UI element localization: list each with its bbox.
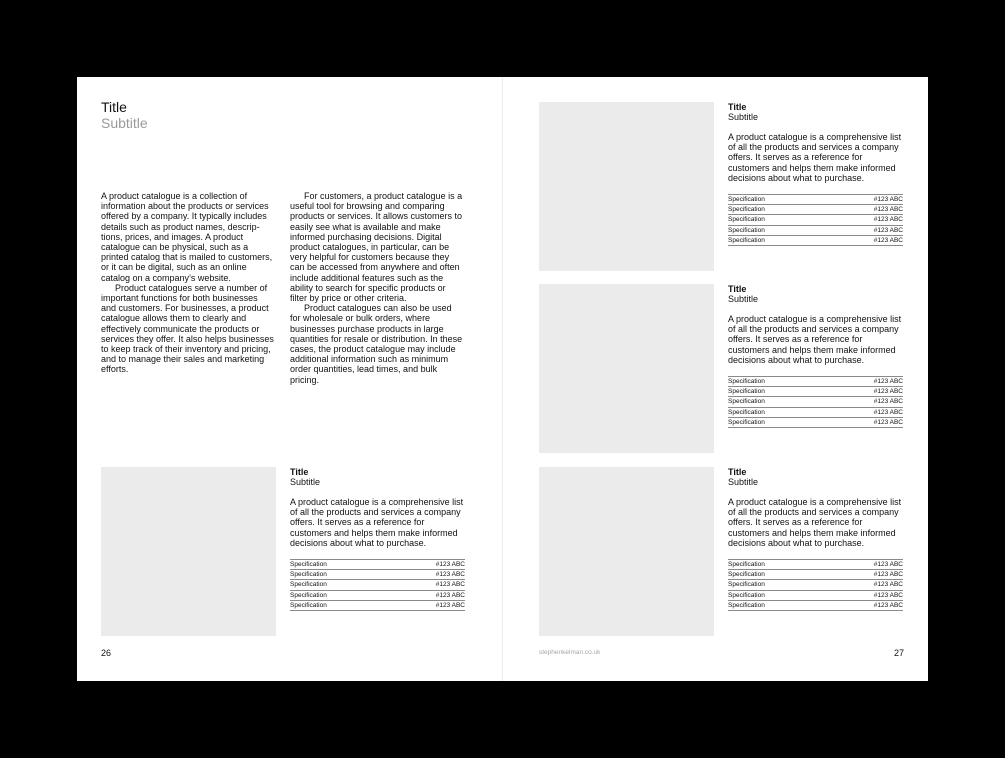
spec-row <box>728 215 903 225</box>
product-card <box>539 284 903 454</box>
body-paragraph: A product catalogue is a collection of information about the products or services offered by a company. It typically includes details such as product names, descrip- tions, prices, and images. A product catalogue can be physical, such as a printed catalog that is mailed to customers, or it can be digital, such as an online catalog on a company’s website. <box>101 191 273 283</box>
product-image-placeholder <box>539 284 714 453</box>
page-number: 27 <box>893 648 904 658</box>
spec-row <box>728 580 903 590</box>
spec-label: Specification <box>290 591 327 599</box>
spec-value: #123 ABC <box>435 561 465 569</box>
spec-value: #123 ABC <box>873 216 903 224</box>
product-image-placeholder <box>539 467 714 636</box>
product-description: A product catalogue is a comprehensive list of all the products and services a company offers. It serves as a reference for customers and helps them make informed decisions about what to purchase. <box>290 497 464 548</box>
spec-label: Specification <box>728 196 765 204</box>
product-title: Title <box>728 467 747 477</box>
spec-value: #123 ABC <box>435 591 465 599</box>
spec-value: #123 ABC <box>873 388 903 396</box>
spec-value: #123 ABC <box>873 196 903 204</box>
spec-label: Specification <box>290 601 327 609</box>
left-page <box>77 77 502 681</box>
spec-label: Specification <box>728 206 765 214</box>
spec-row <box>290 580 465 590</box>
spec-label: Specification <box>728 408 765 416</box>
spec-value: #123 ABC <box>435 571 465 579</box>
product-title: Title <box>728 284 747 294</box>
spec-label: Specification <box>728 226 765 234</box>
spec-value: #123 ABC <box>873 601 903 609</box>
spec-row <box>728 205 903 215</box>
spec-row <box>290 570 465 580</box>
body-column-2 <box>290 191 464 385</box>
spec-label: Specification <box>728 236 765 244</box>
body-column-1 <box>101 191 275 375</box>
title-block <box>101 99 148 131</box>
website-url: stephenkelman.co.uk <box>539 649 601 656</box>
spec-row <box>728 418 903 428</box>
product-subtitle: Subtitle <box>290 477 321 487</box>
spec-row <box>728 560 903 570</box>
spec-row <box>728 570 903 580</box>
product-info <box>728 467 903 611</box>
spec-row <box>728 387 903 397</box>
product-card <box>539 102 903 272</box>
product-subtitle: Subtitle <box>728 112 759 122</box>
spec-table <box>290 559 465 611</box>
page-subtitle: Subtitle <box>101 115 148 131</box>
spec-row <box>728 601 903 611</box>
spec-row <box>728 408 903 418</box>
product-info <box>728 102 903 246</box>
spec-row <box>290 591 465 601</box>
spec-label: Specification <box>728 216 765 224</box>
product-card <box>101 467 465 637</box>
spec-value: #123 ABC <box>873 591 903 599</box>
right-page <box>503 77 928 681</box>
product-description: A product catalogue is a comprehensive list of all the products and services a company offers. It serves as a reference for customers and helps them make informed decisions about what to purchase. <box>728 132 902 183</box>
product-image-placeholder <box>101 467 276 636</box>
spec-label: Specification <box>728 418 765 426</box>
spec-row <box>728 226 903 236</box>
spec-value: #123 ABC <box>873 378 903 386</box>
product-subtitle: Subtitle <box>728 294 759 304</box>
product-description: A product catalogue is a comprehensive list of all the products and services a company offers. It serves as a reference for customers and helps them make informed decisions about what to purchase. <box>728 497 902 548</box>
spec-row <box>728 195 903 205</box>
spec-value: #123 ABC <box>873 418 903 426</box>
body-paragraph: Product catalogues can also be used for wholesale or bulk orders, where businesses purchase products in large quantities for resale or distribution. In these cases, the product catalogue may include additional information such as minimum order quantities, lead times, and bulk pricing. <box>290 303 463 385</box>
product-description: A product catalogue is a comprehensive list of all the products and services a company offers. It serves as a reference for customers and helps them make informed decisions about what to purchase. <box>728 314 902 365</box>
spec-label: Specification <box>290 581 327 589</box>
body-paragraph: For customers, a product catalogue is a useful tool for browsing and comparing products or services. It allows customers to easily see what is available and make informed purchasing decisions. Digital product catalogues, in particular, can be very helpful for customers because they can be accessed from anywhere and often include additional features such as the ability to search for specific products or filter by price or other criteria. <box>290 191 463 304</box>
spec-value: #123 ABC <box>873 398 903 406</box>
spec-value: #123 ABC <box>435 581 465 589</box>
spec-row <box>728 377 903 387</box>
page-number: 26 <box>101 648 112 658</box>
book-spread <box>77 77 928 681</box>
page-title: Title <box>101 99 127 115</box>
spec-label: Specification <box>728 561 765 569</box>
spec-label: Specification <box>728 398 765 406</box>
product-info <box>290 467 465 611</box>
spec-label: Specification <box>290 571 327 579</box>
product-subtitle: Subtitle <box>728 477 759 487</box>
product-image-placeholder <box>539 102 714 271</box>
spec-value: #123 ABC <box>873 408 903 416</box>
spec-table <box>728 194 903 246</box>
spec-row <box>728 397 903 407</box>
spec-value: #123 ABC <box>873 206 903 214</box>
spec-value: #123 ABC <box>873 226 903 234</box>
spec-value: #123 ABC <box>873 561 903 569</box>
spec-row <box>290 601 465 611</box>
spec-row <box>728 591 903 601</box>
spec-label: Specification <box>290 561 327 569</box>
body-paragraph: Product catalogues serve a number of important functions for both businesses and customers. For businesses, a product catalogue allows them to clearly and effectively communicate the products or services they offer. It also helps businesses to keep track of their inventory and pricing, and to manage their sales and marketing efforts. <box>101 282 274 375</box>
product-title: Title <box>728 102 747 112</box>
spec-row <box>290 560 465 570</box>
spec-table <box>728 376 903 428</box>
spec-label: Specification <box>728 571 765 579</box>
spec-value: #123 ABC <box>435 601 465 609</box>
spec-row <box>728 236 903 246</box>
spec-label: Specification <box>728 591 765 599</box>
spec-label: Specification <box>728 581 765 589</box>
spec-value: #123 ABC <box>873 581 903 589</box>
spec-value: #123 ABC <box>873 571 903 579</box>
product-info <box>728 284 903 428</box>
product-title: Title <box>290 467 309 477</box>
spec-label: Specification <box>728 378 765 386</box>
spec-label: Specification <box>728 388 765 396</box>
spec-table <box>728 559 903 611</box>
spec-label: Specification <box>728 601 765 609</box>
spec-value: #123 ABC <box>873 236 903 244</box>
product-card <box>539 467 903 637</box>
